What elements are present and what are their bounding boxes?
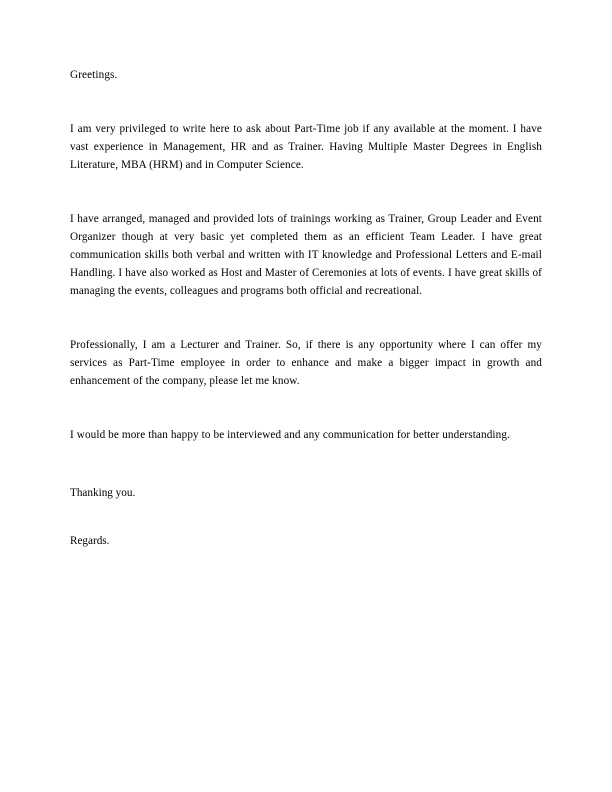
spacer [70,192,542,210]
closing-line: Regards. [70,535,110,547]
spacer [70,408,542,426]
paragraph-profession: Professionally, I am a Lecturer and Trainer. So, if there is any opportunity where I can offer my services as Part-Time employee in order to enhance and make a bigger impact in growth and enhancement of the company, please let me know. [70,339,542,387]
spacer [70,502,542,532]
paragraph-intro: I am very privileged to write here to ask about Part-Time job if any available at the moment. I have vast experience in Management, HR and as Trainer. Having Multiple Master Degrees in English Literature, MBA (HRM) and in Computer Science. [70,123,542,171]
thanks-line: Thanking you. [70,487,136,499]
spacer [70,102,542,120]
spacer [70,462,542,484]
spacer [70,318,542,336]
paragraph-experience: I have arranged, managed and provided lots of trainings working as Trainer, Group Leader and Event Organizer though at very basic yet completed them as an efficient Team Leader. I have great communication skills both verbal and written with IT knowledge and Professional Letters and E-mail Handling. I have also worked as Host and Master of Ceremonies at lots of events. I have great skills of managing the events, colleagues and programs both official and recreational. [70,213,542,297]
paragraph-interview: I would be more than happy to be interviewed and any communication for better understanding. [70,429,510,441]
letter-body [70,66,542,550]
salutation: Greetings. [70,69,118,81]
